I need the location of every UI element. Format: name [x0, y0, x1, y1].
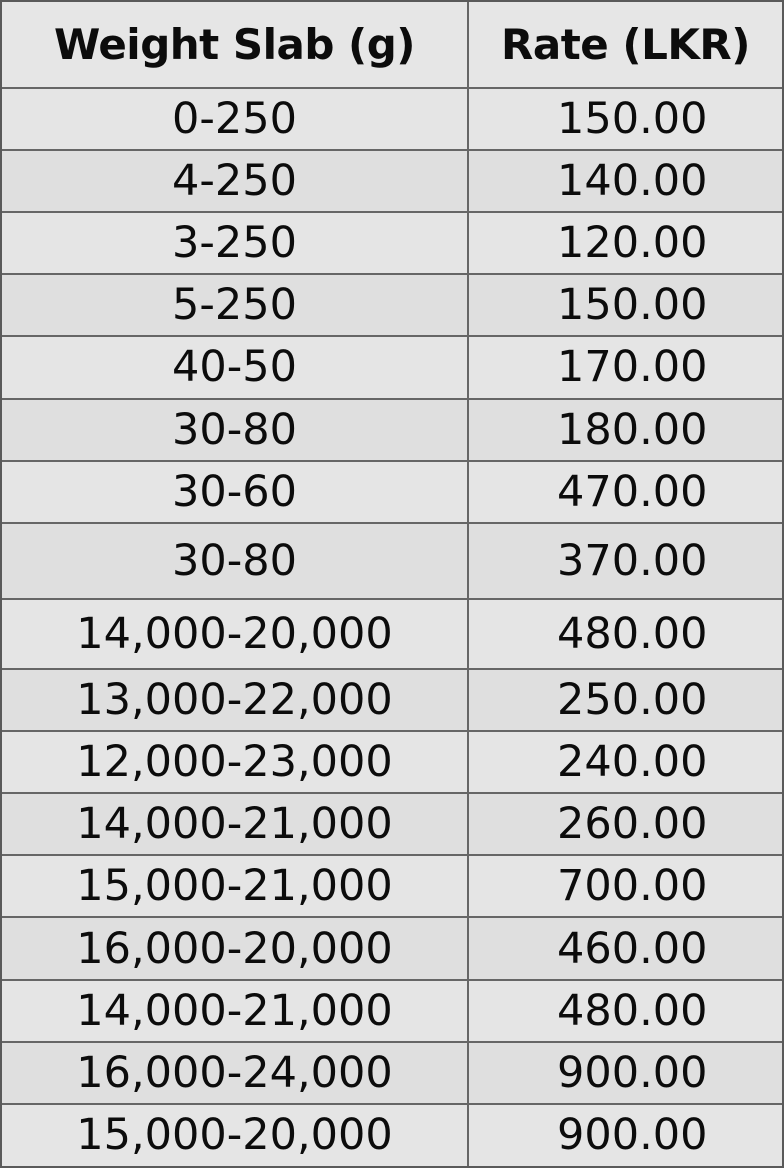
rate-cell: 250.00	[468, 669, 782, 731]
weight-slab-cell: 0-250	[2, 88, 468, 150]
weight-slab-cell: 14,000-21,000	[2, 980, 468, 1042]
rate-cell: 240.00	[468, 731, 782, 793]
table-row	[2, 731, 782, 793]
rate-cell: 460.00	[468, 917, 782, 979]
table-row	[2, 336, 782, 398]
table-row	[2, 1104, 782, 1166]
rate-cell: 260.00	[468, 793, 782, 855]
weight-slab-cell: 15,000-20,000	[2, 1104, 468, 1166]
weight-slab-cell: 40-50	[2, 336, 468, 398]
rate-cell: 900.00	[468, 1104, 782, 1166]
weight-slab-cell: 5-250	[2, 274, 468, 336]
table-row	[2, 461, 782, 523]
rate-cell: 480.00	[468, 980, 782, 1042]
rate-cell: 180.00	[468, 399, 782, 461]
rate-cell: 150.00	[468, 88, 782, 150]
table-row	[2, 980, 782, 1042]
rate-cell: 370.00	[468, 523, 782, 599]
table-row	[2, 150, 782, 212]
table-row	[2, 669, 782, 731]
rate-cell: 900.00	[468, 1042, 782, 1104]
rate-cell: 150.00	[468, 274, 782, 336]
weight-rate-table	[2, 2, 782, 1166]
weight-slab-cell: 30-60	[2, 461, 468, 523]
header-row	[2, 2, 782, 88]
weight-slab-cell: 14,000-20,000	[2, 599, 468, 669]
table-row	[2, 855, 782, 917]
weight-slab-cell: 16,000-24,000	[2, 1042, 468, 1104]
table-row	[2, 1042, 782, 1104]
weight-slab-cell: 14,000-21,000	[2, 793, 468, 855]
rate-cell: 480.00	[468, 599, 782, 669]
weight-slab-cell: 30-80	[2, 523, 468, 599]
rate-cell: 140.00	[468, 150, 782, 212]
rate-cell: 120.00	[468, 212, 782, 274]
weight-slab-cell: 12,000-23,000	[2, 731, 468, 793]
rate-cell: 170.00	[468, 336, 782, 398]
table-row	[2, 88, 782, 150]
table-row	[2, 212, 782, 274]
weight-slab-cell: 3-250	[2, 212, 468, 274]
weight-slab-cell: 13,000-22,000	[2, 669, 468, 731]
table-row	[2, 399, 782, 461]
weight-slab-cell: 16,000-20,000	[2, 917, 468, 979]
table-row	[2, 599, 782, 669]
table-row	[2, 793, 782, 855]
table-row	[2, 274, 782, 336]
weight-slab-cell: 15,000-21,000	[2, 855, 468, 917]
table-row	[2, 917, 782, 979]
weight-slab-cell: 30-80	[2, 399, 468, 461]
header-weight-slab: Weight Slab (g)	[2, 2, 468, 88]
header-rate: Rate (LKR)	[468, 2, 782, 88]
table-row	[2, 523, 782, 599]
weight-slab-cell: 4-250	[2, 150, 468, 212]
rate-cell: 700.00	[468, 855, 782, 917]
rate-cell: 470.00	[468, 461, 782, 523]
